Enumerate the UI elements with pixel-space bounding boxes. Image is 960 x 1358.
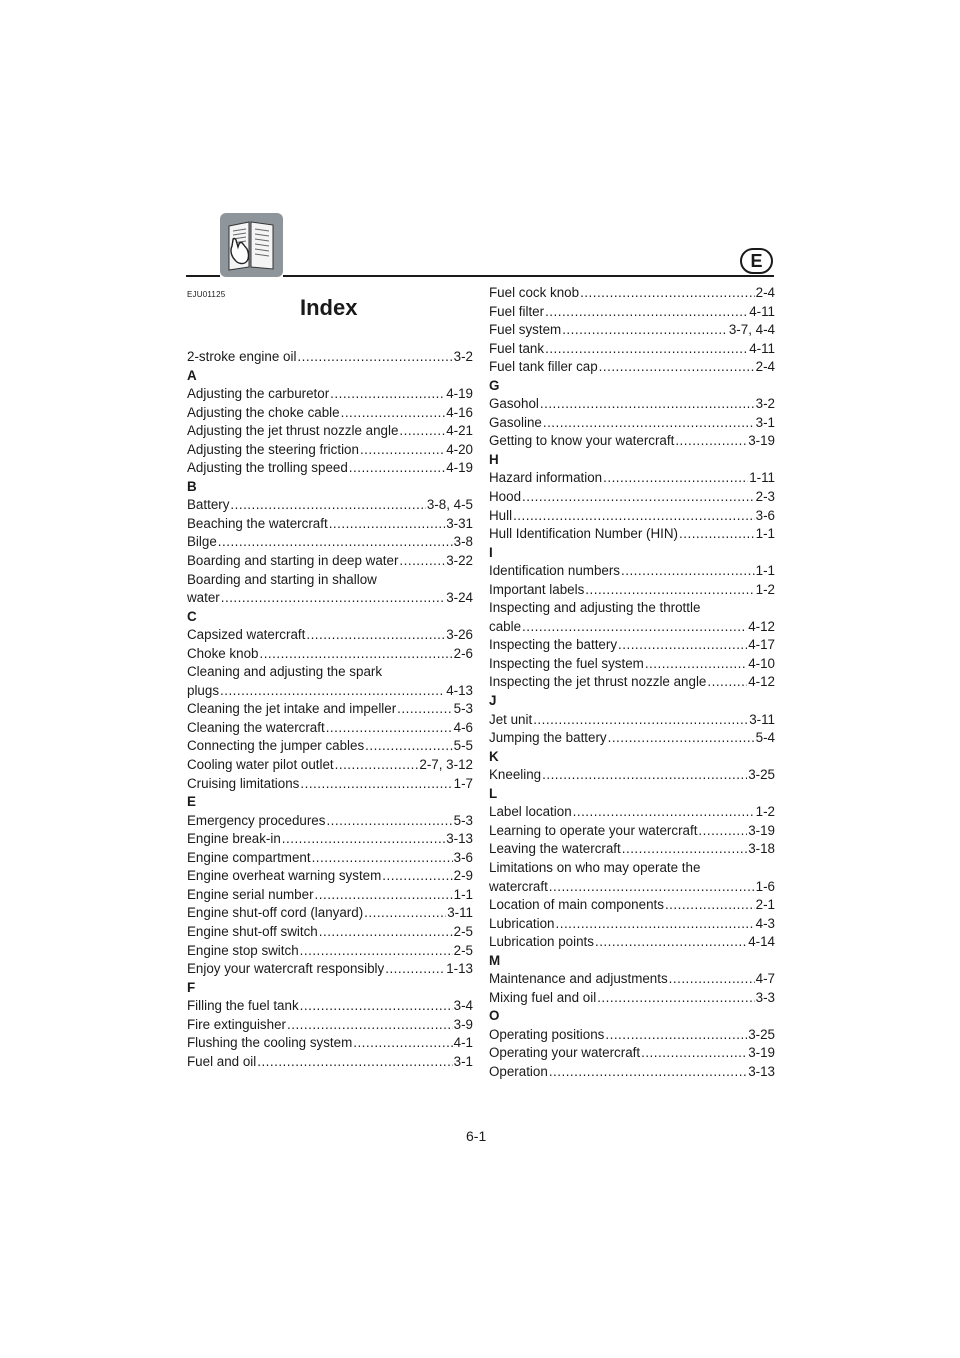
index-entry-text: Engine stop switch: [187, 942, 299, 958]
index-letter-heading: F: [187, 979, 196, 995]
dot-leader: [669, 970, 755, 989]
index-entry-text: Jet unit: [489, 711, 533, 727]
index-letter-heading: B: [187, 478, 197, 494]
dot-leader: [597, 989, 754, 1008]
index-entry-page: 5-3: [453, 812, 473, 828]
index-entry-page: 3-7, 4-4: [728, 322, 775, 338]
dot-leader: [618, 636, 747, 655]
index-entry-text: Adjusting the steering friction: [187, 441, 359, 457]
index-entry-page: 4-19: [446, 460, 473, 476]
index-entry: [489, 766, 775, 785]
index-entry: [187, 496, 473, 515]
index-column-right: [489, 284, 775, 1082]
dot-leader: [382, 867, 452, 886]
index-entry-page: 3-31: [446, 515, 473, 531]
index-entry: [489, 507, 775, 526]
index-entry-text: 2-stroke engine oil: [187, 349, 297, 364]
dot-leader: [665, 896, 755, 915]
index-entry: [489, 618, 775, 637]
index-entry-text: Hazard information: [489, 470, 603, 486]
index-entry-page: 4-17: [748, 637, 775, 653]
index-entry-page: 5-3: [453, 701, 473, 717]
dot-leader: [349, 459, 445, 478]
index-entry-text: Maintenance and adjustments: [489, 971, 668, 987]
language-badge: E: [740, 248, 773, 274]
index-entry-page: 1-1: [755, 563, 775, 579]
index-entry: [187, 886, 473, 905]
dot-leader: [315, 886, 453, 905]
index-entry: [187, 626, 473, 645]
dot-leader: [562, 321, 728, 340]
index-entry: [489, 284, 775, 303]
index-entry-page: 4-21: [446, 423, 473, 439]
dot-leader: [513, 507, 755, 526]
index-entry-page: 3-9: [453, 1016, 473, 1032]
index-entry: [187, 645, 473, 664]
index-entry-text: Cleaning and adjusting the spark: [187, 664, 383, 680]
index-entry-page: 3-6: [755, 507, 775, 523]
dot-leader: [319, 923, 453, 942]
index-entry: [187, 756, 473, 775]
dot-leader: [326, 812, 452, 831]
index-entry-page: 4-11: [749, 303, 775, 319]
dot-leader: [287, 1016, 453, 1035]
index-entry-text: Connecting the jumper cables: [187, 738, 365, 754]
index-entry: [489, 321, 775, 340]
index-entry-page: 4-20: [446, 441, 473, 457]
index-entry: [489, 358, 775, 377]
index-entry: [187, 404, 473, 423]
index-entry: [187, 719, 473, 738]
dot-leader: [259, 645, 452, 664]
dot-leader: [545, 303, 748, 322]
dot-leader: [549, 878, 755, 897]
dot-leader: [522, 488, 755, 507]
index-letter-heading: M: [489, 952, 501, 968]
index-entry: [489, 562, 775, 581]
index-entry: [489, 1044, 775, 1063]
index-entry-text: Bilge: [187, 534, 217, 550]
index-entry: [187, 533, 473, 552]
index-entry-text: Jumping the battery: [489, 730, 607, 746]
index-entry-page: 4-1: [453, 1035, 473, 1051]
index-entry-text: Fuel filter: [489, 303, 545, 319]
index-entry-page: 3-25: [748, 767, 775, 783]
index-entry-text: Engine shut-off cord (lanyard): [187, 905, 364, 921]
index-entry-text: Adjusting the carburetor: [187, 386, 330, 402]
index-entry-text: Limitations on who may operate the: [489, 859, 701, 875]
index-entry-text: Adjusting the jet thrust nozzle angle: [187, 423, 399, 439]
index-entry-text: Operation: [489, 1063, 548, 1079]
index-entry: [489, 414, 775, 433]
dot-leader: [353, 1034, 452, 1053]
index-entry: [489, 303, 775, 322]
index-entry-text: Important labels: [489, 581, 585, 597]
index-entry-page: 5-4: [755, 730, 775, 746]
index-entry-text: Fuel tank: [489, 340, 545, 356]
index-entry-text: Fuel tank filler cap: [489, 359, 598, 375]
dot-leader: [221, 589, 445, 608]
index-entry-page: 1-6: [755, 878, 775, 894]
index-entry-text: Fuel system: [489, 322, 562, 338]
index-entry-text: plugs: [187, 682, 220, 698]
index-entry-text: Inspecting the battery: [489, 637, 618, 653]
index-entry-page: 3-24: [446, 590, 473, 606]
dot-leader: [622, 840, 747, 859]
index-entry: [489, 488, 775, 507]
index-entry-page: 4-13: [446, 682, 473, 698]
dot-leader: [608, 729, 755, 748]
dot-leader: [605, 1026, 747, 1045]
dot-leader: [364, 904, 446, 923]
index-entry: [187, 942, 473, 961]
page-number: 6-1: [466, 1128, 487, 1144]
index-letter-heading: H: [489, 451, 499, 467]
index-entry: [187, 849, 473, 868]
index-entry-page: 5-5: [453, 738, 473, 754]
index-entry: [187, 904, 473, 923]
index-entry: [187, 422, 473, 441]
index-entry-page: 3-13: [446, 831, 473, 847]
index-entry-page: 3-18: [748, 841, 775, 857]
index-entry-page: 1-2: [755, 804, 775, 820]
index-entry-page: 4-19: [446, 386, 473, 402]
index-entry: [187, 385, 473, 404]
dot-leader: [220, 682, 445, 701]
dot-leader: [312, 849, 453, 868]
index-entry: [489, 711, 775, 730]
dot-leader: [543, 414, 755, 433]
index-entry-page: 2-1: [755, 897, 775, 913]
dot-leader: [595, 933, 747, 952]
dot-leader: [585, 581, 754, 600]
index-entry-page: 1-1: [453, 886, 473, 902]
index-entry-text: Operating your watercraft: [489, 1045, 641, 1061]
index-entry-page: 4-6: [453, 719, 473, 735]
index-entry-text: Identification numbers: [489, 563, 621, 579]
index-entry-text: Leaving the watercraft: [489, 841, 621, 857]
index-entry-text: cable: [489, 618, 522, 634]
index-entry-page: 3-3: [755, 989, 775, 1005]
dot-leader: [533, 711, 748, 730]
dot-leader: [679, 525, 755, 544]
index-entry-page: 3-1: [453, 1053, 473, 1069]
index-entry-text: Inspecting and adjusting the throttle: [489, 600, 701, 616]
dot-leader: [641, 1044, 747, 1063]
index-entry: [187, 923, 473, 942]
index-letter-heading: A: [187, 367, 197, 383]
index-entry-page: 3-8, 4-5: [426, 497, 473, 513]
index-entry-page: 4-3: [755, 915, 775, 931]
index-entry: [489, 933, 775, 952]
header-rule-left: [186, 275, 220, 277]
index-entry-page: 1-7: [453, 775, 473, 791]
index-entry-text: Label location: [489, 804, 572, 820]
index-letter-heading: C: [187, 608, 197, 624]
index-entry-page: 1-13: [446, 961, 473, 977]
index-entry-page: 1-2: [755, 581, 775, 597]
index-entry: [489, 525, 775, 544]
index-entry-text: Lubrication points: [489, 934, 594, 950]
index-entry-text: Choke knob: [187, 645, 259, 661]
index-entry-page: 2-7, 3-12: [419, 757, 473, 773]
index-entry-text: Cooling water pilot outlet: [187, 757, 334, 773]
index-entry-text: Boarding and starting in deep water: [187, 553, 399, 569]
index-entry: [489, 989, 775, 1008]
dot-leader: [621, 562, 755, 581]
index-letter-heading: J: [489, 693, 497, 709]
dot-leader: [399, 422, 445, 441]
dot-leader: [542, 766, 747, 785]
index-entry: [187, 960, 473, 979]
dot-leader: [556, 915, 755, 934]
index-entry-page: 4-7: [755, 971, 775, 987]
index-entry-text: Enjoy your watercraft responsibly: [187, 961, 385, 977]
index-entry-page: 1-11: [749, 470, 775, 486]
index-entry-page: 4-12: [748, 618, 775, 634]
index-entry: [489, 581, 775, 600]
index-entry: [489, 803, 775, 822]
index-entry-text: Battery: [187, 497, 230, 513]
index-entry-page: 4-12: [748, 674, 775, 690]
index-entry-text: Gasohol: [489, 396, 539, 412]
dot-leader: [360, 441, 445, 460]
index-entry-text: Boarding and starting in shallow: [187, 571, 377, 587]
dot-leader: [282, 830, 445, 849]
index-letter-heading: G: [489, 377, 500, 393]
dot-leader: [306, 626, 445, 645]
index-entry-text: Mixing fuel and oil: [489, 989, 597, 1005]
index-entry-page: 3-13: [748, 1063, 775, 1079]
dot-leader: [580, 284, 755, 303]
index-entry-text: water: [187, 590, 220, 606]
index-entry: [187, 552, 473, 571]
index-entry: [187, 459, 473, 478]
index-entry-text: Getting to know your watercraft: [489, 433, 675, 449]
index-entry-text: Engine compartment: [187, 849, 311, 865]
index-entry-page: 4-11: [749, 340, 775, 356]
header-rule-right: [283, 275, 774, 277]
index-entry-page: 3-25: [748, 1026, 775, 1042]
dot-leader: [329, 515, 446, 534]
dot-leader: [399, 552, 445, 571]
dot-leader: [599, 358, 755, 377]
dot-leader: [698, 822, 747, 841]
index-entry-page: 2-3: [755, 489, 775, 505]
index-entry-text: watercraft: [489, 878, 548, 894]
dot-leader: [335, 756, 419, 775]
index-entry: [489, 469, 775, 488]
index-entry-page: 3-1: [755, 414, 775, 430]
index-entry-text: Hood: [489, 489, 522, 505]
dot-leader: [257, 1053, 452, 1072]
index-letter-heading: K: [489, 748, 499, 764]
index-entry: [187, 737, 473, 756]
dot-leader: [545, 340, 748, 359]
dot-leader: [230, 496, 425, 515]
index-entry-text: Emergency procedures: [187, 812, 326, 828]
index-entry: [489, 729, 775, 748]
index-entry-text: Gasoline: [489, 414, 542, 430]
index-entry-text: Hull: [489, 507, 513, 523]
index-entry-text: Beaching the watercraft: [187, 515, 328, 531]
dot-leader: [675, 432, 747, 451]
index-entry-page: 1-1: [755, 526, 775, 542]
index-entry-text: Filling the fuel tank: [187, 998, 299, 1014]
index-entry-text: Flushing the cooling system: [187, 1035, 353, 1051]
index-letter-heading: E: [187, 794, 196, 810]
index-entry: [187, 997, 473, 1016]
index-entry: [489, 673, 775, 692]
index-entry-page: 3-8: [453, 534, 473, 550]
dot-leader: [603, 469, 748, 488]
index-entry-page: 2-5: [453, 923, 473, 939]
index-entry: [187, 1016, 473, 1035]
dot-leader: [330, 385, 445, 404]
dot-leader: [645, 655, 747, 674]
index-entry-text: Operating positions: [489, 1026, 605, 1042]
index-entry-page: 3-22: [446, 553, 473, 569]
dot-leader: [300, 997, 453, 1016]
index-entry-text: Inspecting the fuel system: [489, 655, 644, 671]
index-letter-heading: O: [489, 1008, 500, 1024]
index-entry: [187, 589, 473, 608]
index-book-hand-icon: [220, 213, 283, 277]
index-entry: [489, 655, 775, 674]
document-code: EJU01125: [187, 290, 226, 299]
index-entry-page: 2-4: [755, 359, 775, 375]
index-entry-page: 2-4: [755, 285, 775, 300]
dot-leader: [385, 960, 445, 979]
index-entry-page: 3-11: [447, 905, 473, 921]
index-entry-page: 3-11: [749, 711, 775, 727]
index-entry-page: 4-14: [748, 934, 775, 950]
index-entry-page: 2-9: [453, 868, 473, 884]
index-entry-page: 2-5: [453, 942, 473, 958]
index-entry-text: Kneeling: [489, 767, 542, 783]
index-entry-text: Cruising limitations: [187, 775, 300, 791]
index-entry-page: 3-19: [748, 433, 775, 449]
index-entry-text: Inspecting the jet thrust nozzle angle: [489, 674, 707, 690]
index-entry: [489, 878, 775, 897]
index-entry: [489, 840, 775, 859]
index-entry-page: 4-10: [748, 655, 775, 671]
index-entry: [187, 441, 473, 460]
index-entry-page: 3-19: [748, 822, 775, 838]
index-entry-text: Lubrication: [489, 915, 555, 931]
dot-leader: [341, 404, 446, 423]
dot-leader: [549, 1063, 747, 1082]
index-entry-text: Cleaning the jet intake and impeller: [187, 701, 397, 717]
index-entry: [489, 432, 775, 451]
index-entry: [489, 1063, 775, 1082]
index-entry-text: Fuel and oil: [187, 1053, 257, 1069]
index-entry-text: Capsized watercraft: [187, 627, 306, 643]
dot-leader: [522, 618, 747, 637]
index-entry-text: Engine shut-off switch: [187, 923, 318, 939]
index-entry: [489, 1026, 775, 1045]
index-entry-text: Engine overheat warning system: [187, 868, 382, 884]
index-entry-page: 3-4: [453, 998, 473, 1014]
index-letter-heading: L: [489, 785, 498, 801]
dot-leader: [397, 700, 452, 719]
index-entry: [187, 348, 473, 367]
index-entry-page: 3-2: [453, 349, 473, 364]
index-letter-heading: I: [489, 544, 493, 560]
index-entry-text: Engine serial number: [187, 886, 314, 902]
index-entry: [187, 867, 473, 886]
index-entry: [187, 700, 473, 719]
index-entry: [489, 822, 775, 841]
index-entry: [187, 1053, 473, 1072]
dot-leader: [573, 803, 755, 822]
index-entry-page: 3-6: [453, 849, 473, 865]
dot-leader: [300, 942, 453, 961]
dot-leader: [365, 737, 452, 756]
index-entry-page: 4-16: [446, 404, 473, 420]
index-entry-page: 2-6: [453, 645, 473, 661]
index-entry: [187, 830, 473, 849]
index-entry-text: Location of main components: [489, 897, 664, 913]
index-entry-text: Fuel cock knob: [489, 285, 580, 300]
dot-leader: [326, 719, 453, 738]
index-entry: [187, 1034, 473, 1053]
index-entry: [489, 340, 775, 359]
dot-leader: [300, 775, 452, 794]
dot-leader: [540, 395, 755, 414]
index-entry: [489, 915, 775, 934]
index-entry: [187, 515, 473, 534]
index-entry-text: Learning to operate your watercraft: [489, 822, 698, 838]
index-entry: [489, 636, 775, 655]
dot-leader: [218, 533, 453, 552]
page-title: Index: [300, 295, 358, 320]
index-entry: [187, 775, 473, 794]
index-entry-page: 3-26: [446, 627, 473, 643]
index-entry: [187, 682, 473, 701]
index-entry-text: Fire extinguisher: [187, 1016, 286, 1032]
index-entry-text: Hull Identification Number (HIN): [489, 526, 679, 542]
index-entry-text: Cleaning the watercraft: [187, 719, 325, 735]
dot-leader: [707, 673, 747, 692]
index-entry-page: 3-19: [748, 1045, 775, 1061]
index-column-left: [187, 348, 473, 1071]
index-entry: [489, 970, 775, 989]
index-entry: [187, 812, 473, 831]
index-entry-page: 3-2: [755, 396, 775, 412]
dot-leader: [297, 348, 452, 367]
index-entry-text: Adjusting the choke cable: [187, 404, 340, 420]
index-entry: [489, 896, 775, 915]
index-entry-text: Adjusting the trolling speed: [187, 460, 348, 476]
index-entry-text: Engine break-in: [187, 831, 281, 847]
index-entry: [489, 395, 775, 414]
